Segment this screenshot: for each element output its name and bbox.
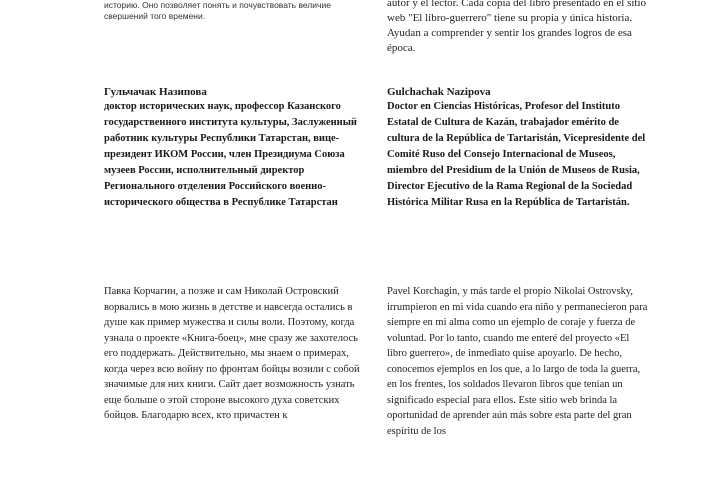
- es-author-bio: Doctor en Ciencias Históricas, Profesor del Instituto Estatal de Cultura de Kazán, trabajador emérito de cultura de la República de Tartaristán, Vicepresidente del Comité Ruso del Consejo Internacional de Museos, miembro del Presidium de la Unión de Museos de Rusia, Director Ejecutivo de la Rama Regional de la Sociedad Histórica Militar Rusa en la República de Tartaristán.: [387, 101, 646, 208]
- es-body-paragraph: Pavel Korchagin, y más tarde el propio Nikolai Ostrovsky, irrumpieron en mi vida cuando era niño y permanecieron para siempre en mi alma como un ejemplo de coraje y fuerza de voluntad. Por lo tanto, cuando me enteré del proyecto «El libro guerrero», de inmediato quise apoyarlo. De hecho, conocemos ejemplos en los que, a lo largo de toda la guerra, en los frentes, los soldados llevaron libros que tenían un significado especial para ellos. Este sitio web brinda la oportunidad de aprender aún más sobre esta parte del gran espíritu de los: [387, 286, 648, 437]
- es-author-name: Gulchachak Nazipova: [387, 86, 491, 98]
- ru-author-name: Гульчачак Назипова: [104, 86, 207, 98]
- ru-intro-paragraph: историю. Оно позволяет понять и почувствовать величие свершений того времени.: [104, 0, 331, 21]
- ru-body-paragraph: Павка Корчагин, а позже и сам Николай Островский ворвались в мою жизнь в детстве и навсегда остались в душе как пример мужества и силы воли. Поэтому, когда узнала о проекте «Книга-боец», мне сразу же захотелось его поддержать. Действительно, мы знаем о примерах, когда через всю войну по фронтам бойцы возили с собой значимые для них книги. Сайт дает возможность узнать еще больше о этой стороне высокого духа советских бойцов. Благодарю всех, кто причастен к: [104, 286, 360, 421]
- ru-author-bio: доктор исторических наук, профессор Казанского государственного института культуры, Заслуженный работник культуры Республики Татарстан, вице-президент ИКОМ России, член Президиума Союза музеев России, исполнительный директор Регионального отделения Российского военно-исторического общества в Республике Татарстан: [104, 101, 357, 208]
- es-intro-paragraph: autor y el lector. Cada copia del libro presentado en el sitio web "El libro-guerrero" tiene su propia y única historia. Ayudan a comprender y sentir los grandes logros de esa época.: [387, 0, 647, 54]
